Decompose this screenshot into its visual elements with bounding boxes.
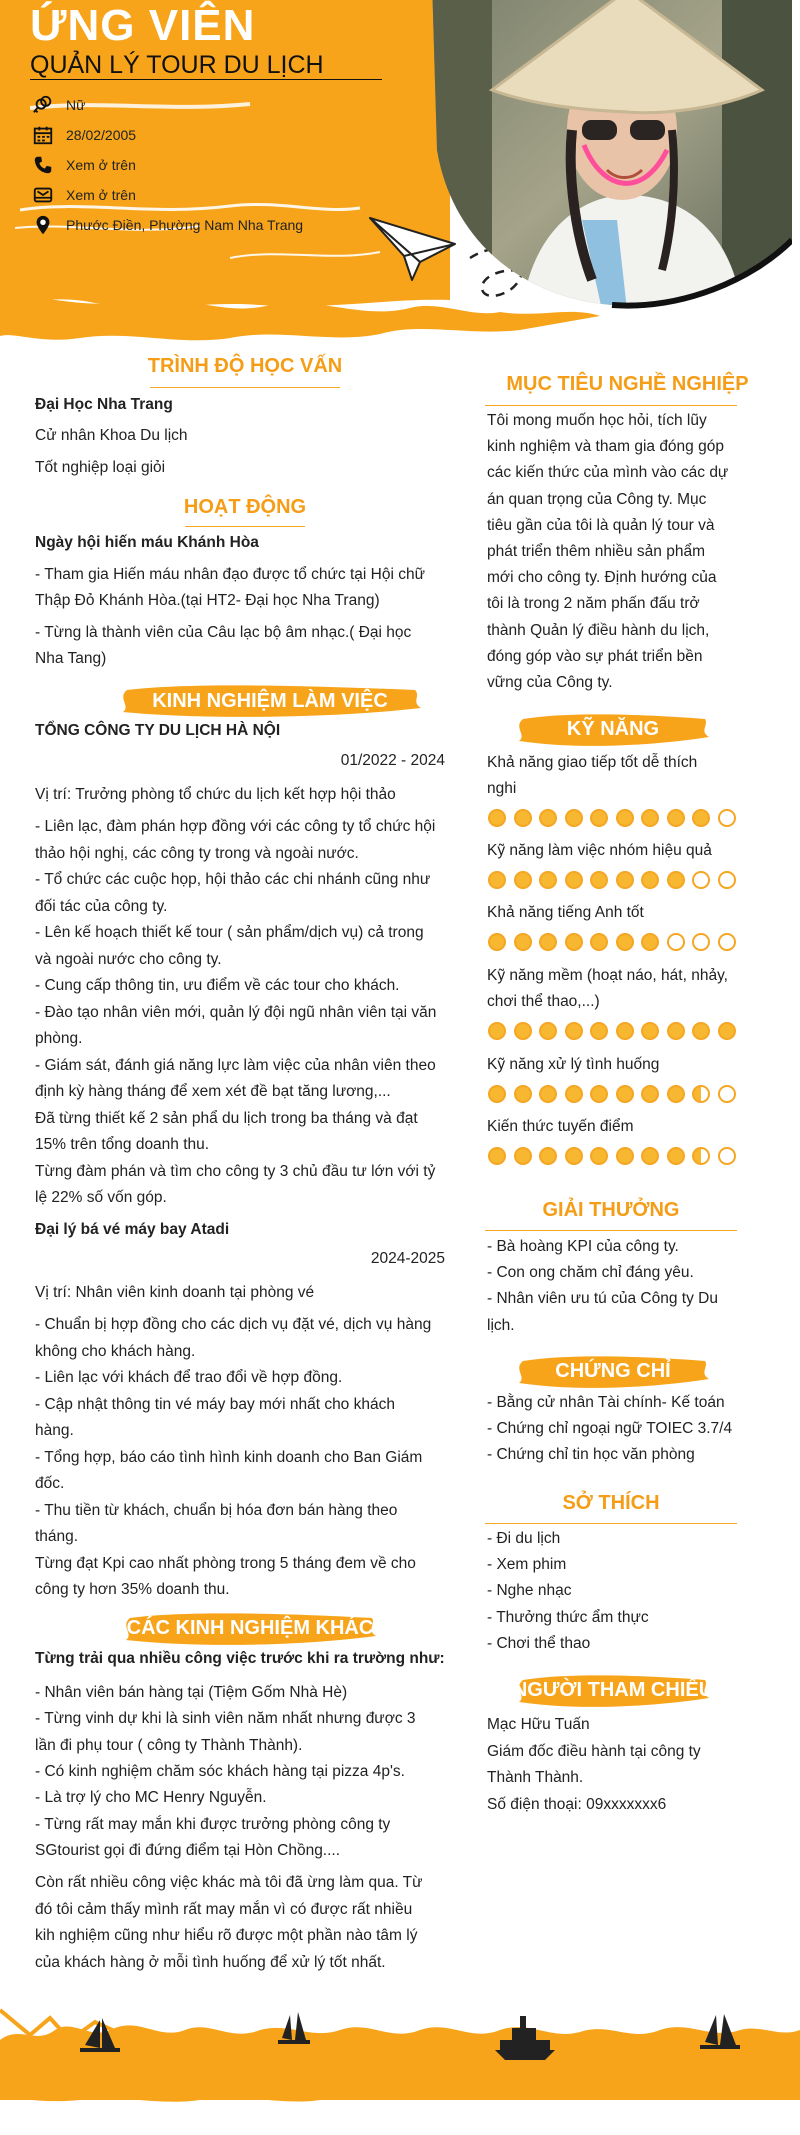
text-line: lệ 22% số vốn góp.	[35, 1189, 167, 1206]
text-line: - Cung cấp thông tin, ưu điểm về các tour cho khách.	[35, 977, 400, 994]
rating-dot	[641, 871, 659, 889]
rating-dot	[565, 1085, 583, 1103]
skill-label: nghi	[487, 780, 517, 797]
rating-dot	[667, 1085, 685, 1103]
education-title: TRÌNH ĐỘ HỌC VẤN	[147, 355, 343, 377]
job-date: 01/2022 - 2024	[340, 752, 445, 769]
text-line: - Thưởng thức ẩm thực	[487, 1608, 649, 1626]
location-pin-icon	[32, 214, 54, 236]
skill-label: Kiến thức tuyến điểm	[487, 1118, 634, 1135]
job-company: Đại lý bá vé máy bay Atadi	[35, 1221, 230, 1238]
rating-dot	[692, 1147, 710, 1165]
text-line: - Từng rất may mắn khi được trưởng phòng công ty	[35, 1815, 391, 1833]
objective-title: MỤC TIÊU NGHỀ NGHIỆP	[506, 373, 749, 395]
hobbies-title: SỞ THÍCH	[562, 1492, 660, 1514]
rating-dot	[616, 1147, 634, 1165]
education-grade: Tốt nghiệp loại giỏi	[35, 459, 166, 476]
rating-dot	[539, 809, 557, 827]
rating-dot	[565, 933, 583, 951]
rating-dot	[514, 1147, 532, 1165]
skill-label: Kỹ năng xử lý tình huống	[487, 1056, 660, 1073]
skill-label: Khả năng giao tiếp tốt dễ thích	[487, 754, 698, 771]
text-line: - Có kinh nghiệm chăm sóc khách hàng tại pizza 4p's.	[35, 1762, 405, 1780]
text-line: - Liên lạc, đàm phán hợp đồng với các công ty tổ chức hội	[35, 818, 436, 835]
info-address-text: Phước Điền, Phường Nam Nha Trang	[66, 217, 304, 233]
text-line: lần đi phụ tour ( công ty Thành Thành).	[35, 1736, 303, 1754]
footer-orange-background	[0, 2000, 800, 2135]
text-line: - Chứng chỉ ngoại ngữ TOIEC 3.7/4	[487, 1420, 733, 1438]
rating-dot	[641, 1085, 659, 1103]
reference-title: NGƯỜI THAM CHIẾU	[512, 1679, 714, 1701]
email-icon	[32, 184, 54, 206]
text-line: - Chứng chỉ tin học văn phòng	[487, 1446, 695, 1464]
rating-dot	[590, 809, 608, 827]
experience-title: KINH NGHIỆM LÀM VIỆC	[152, 690, 388, 712]
rating-dot	[565, 809, 583, 827]
text-line: - Thu tiền từ khách, chuẩn bị hóa đơn bán hàng theo	[35, 1501, 398, 1519]
text-line: - Đi du lịch	[487, 1530, 561, 1547]
text-line: không cho khách hàng.	[35, 1342, 196, 1360]
info-gender-text: Nữ	[66, 97, 86, 113]
rating-dot	[718, 871, 736, 889]
rating-dot	[514, 1085, 532, 1103]
education-underline	[150, 387, 340, 388]
text-line: Thành Thành.	[487, 1769, 584, 1786]
job-date: 2024-2025	[370, 1250, 445, 1267]
job-company: TỔNG CÔNG TY DU LỊCH HÀ NỘI	[35, 722, 281, 739]
awards-title: GIẢI THƯỞNG	[542, 1199, 680, 1221]
text-line: Còn rất nhiều công việc khác mà tôi đã ừng làm qua. Từ	[35, 1874, 423, 1891]
text-line: - Cập nhật thông tin vé máy bay mới nhất cho khách	[35, 1395, 395, 1413]
skill-rating	[488, 1022, 736, 1040]
rating-dot	[539, 1147, 557, 1165]
rating-dot	[514, 1022, 532, 1040]
skill-rating	[488, 809, 736, 827]
text-line: Mạc Hữu Tuấn	[487, 1716, 590, 1733]
text-line: mới cho công ty. Định hướng của	[487, 569, 717, 587]
rating-dot	[692, 809, 710, 827]
text-line: - Đào tạo nhân viên mới, quản lý đội ngũ nhân viên tại văn	[35, 1003, 437, 1021]
rating-dot	[718, 1085, 736, 1103]
rating-dot	[539, 871, 557, 889]
info-phone	[32, 152, 136, 178]
rating-dot	[590, 1085, 608, 1103]
candidate-photo	[432, 0, 792, 310]
text-line: tháng.	[35, 1528, 79, 1545]
text-line: 15% trên tổng doanh thu.	[35, 1136, 210, 1153]
text-line: phát triển thêm nhiều sản phẩm	[487, 543, 705, 560]
info-address	[32, 212, 303, 238]
text-line: SGtourist gọi đi đứng điểm tại Hòn Chồng....	[35, 1841, 341, 1859]
text-line: đó tôi cảm thấy mình rất may mắn vì có được rất nhiều	[35, 1900, 413, 1918]
calendar-icon	[32, 124, 54, 146]
text-line: - Nhân viên ưu tú của Công ty Du	[487, 1290, 718, 1308]
rating-dot	[616, 871, 634, 889]
rating-dot	[488, 871, 506, 889]
text-line: - Tổ chức các cuộc họp, hội thảo các chi nhánh cũng như	[35, 871, 431, 888]
text-line: - Con ong chăm chỉ đáng yêu.	[487, 1264, 694, 1282]
skill-label: Khả năng tiếng Anh tốt	[487, 904, 644, 921]
skill-rating	[488, 1085, 736, 1103]
job-position: QUẢN LÝ TOUR DU LỊCH	[30, 51, 324, 79]
rating-dot	[488, 1147, 506, 1165]
other-experience-title: CÁC KINH NGHIỆM KHÁC	[126, 1617, 374, 1639]
info-gender	[32, 92, 85, 118]
text-line: - Giám sát, đánh giá năng lực làm việc của nhân viên theo	[35, 1056, 436, 1074]
skill-label: Kỹ năng mềm (hoạt náo, hát, nhảy,	[487, 967, 728, 984]
rating-dot	[565, 1147, 583, 1165]
other-experience-intro: Từng trải qua nhiều công việc trước khi ra trường như:	[35, 1650, 445, 1667]
rating-dot	[565, 871, 583, 889]
education-school: Đại Học Nha Trang	[35, 396, 173, 413]
skill-rating	[488, 933, 736, 951]
rating-dot	[616, 933, 634, 951]
rating-dot	[641, 1147, 659, 1165]
rating-dot	[590, 1147, 608, 1165]
text-line: Giám đốc điều hành tại công ty	[487, 1742, 701, 1760]
rating-dot	[514, 933, 532, 951]
rating-dot	[488, 1085, 506, 1103]
rating-dot	[590, 933, 608, 951]
skill-label: chơi thể thao,...)	[487, 993, 600, 1010]
info-email	[32, 182, 136, 208]
text-line: - Xem phim	[487, 1556, 567, 1574]
rating-dot	[667, 1022, 685, 1040]
text-line: - Bằng cử nhân Tài chính- Kế toán	[487, 1394, 725, 1411]
text-line: - Chuẩn bị hợp đồng cho các dịch vụ đặt vé, dịch vụ hàng	[35, 1316, 432, 1333]
text-line: án quan trọng của Công ty. Mục	[487, 490, 707, 508]
rating-dot	[667, 871, 685, 889]
activities-underline	[185, 526, 305, 527]
text-line: định kỳ hàng tháng để xem xét đề bạt tăng lương,...	[35, 1083, 391, 1100]
text-line: Tôi mong muốn học hỏi, tích lũy	[487, 412, 707, 429]
text-line: - Nhân viên bán hàng tại (Tiệm Gốm Nhà Hè)	[35, 1684, 348, 1701]
hobbies-underline	[485, 1523, 737, 1524]
job-role: Vị trí: Trưởng phòng tổ chức du lịch kết hợp hội thảo	[35, 786, 396, 803]
rating-dot	[539, 1085, 557, 1103]
text-line: lịch.	[487, 1316, 515, 1334]
rating-dot	[565, 1022, 583, 1040]
text-line: - Từng vinh dự khi là sinh viên năm nhất nhưng được 3	[35, 1710, 416, 1728]
text-line: Đã từng thiết kế 2 sản phẩ du lịch trong ba tháng và đạt	[35, 1109, 418, 1127]
activities-line: - Tham gia Hiến máu nhân đạo được tổ chức tại Hội chữ	[35, 566, 425, 583]
phone-icon	[32, 154, 54, 176]
text-line: Từng đàm phán và tìm cho công ty 3 chủ đầu tư lớn với tỷ	[35, 1162, 436, 1180]
rating-dot	[641, 1022, 659, 1040]
rating-dot	[667, 933, 685, 951]
info-phone-text: Xem ở trên	[66, 157, 136, 173]
rating-dot	[641, 933, 659, 951]
rating-dot	[692, 933, 710, 951]
rating-dot	[718, 809, 736, 827]
text-line: thành Quản lý điều hành du lịch,	[487, 621, 710, 639]
rating-dot	[692, 1085, 710, 1103]
text-line: đóng góp vào sự phát triển bền	[487, 647, 703, 665]
text-line: - Bà hoàng KPI của công ty.	[487, 1238, 679, 1255]
text-line: - Liên lạc với khách để trao đổi về hợp đồng.	[35, 1369, 343, 1386]
text-line: Từng đạt Kpi cao nhất phòng trong 5 tháng đem về cho	[35, 1554, 416, 1572]
rating-dot	[692, 871, 710, 889]
rating-dot	[667, 1147, 685, 1165]
rating-dot	[488, 1022, 506, 1040]
text-line: Số điện thoại: 09xxxxxxx6	[487, 1795, 667, 1813]
rating-dot	[590, 871, 608, 889]
text-line: của khách hàng ở mỗi tình huống để xử lý tốt nhất.	[35, 1953, 386, 1971]
text-line: công ty hơn 35% doanh thu.	[35, 1581, 230, 1598]
title-divider	[30, 79, 382, 80]
activities-event: Ngày hội hiến máu Khánh Hòa	[35, 534, 259, 551]
rating-dot	[616, 1022, 634, 1040]
certificates-title: CHỨNG CHỈ	[555, 1360, 671, 1382]
text-line: phòng.	[35, 1030, 83, 1047]
skill-rating	[488, 1147, 736, 1165]
awards-underline	[485, 1230, 737, 1231]
text-line: thảo hội nghị, các công ty trong và ngoài nước.	[35, 844, 359, 862]
activities-line: Nha Tang)	[35, 650, 107, 667]
rating-dot	[667, 809, 685, 827]
rating-dot	[488, 933, 506, 951]
rating-dot	[590, 1022, 608, 1040]
info-birthdate	[32, 122, 136, 148]
text-line: - Tổng hợp, báo cáo tình hình kinh doanh cho Ban Giám	[35, 1448, 423, 1466]
text-line: - Lên kế hoạch thiết kế tour ( sản phẩm/dịch vụ) cả trong	[35, 924, 424, 941]
text-line: - Nghe nhạc	[487, 1582, 572, 1600]
text-line: kinh nghiệm và tham gia đóng góp	[487, 438, 724, 456]
rating-dot	[488, 809, 506, 827]
text-line: đối tác của công ty.	[35, 897, 168, 915]
activities-title: HOẠT ĐỘNG	[183, 496, 307, 518]
text-line: tiêu gần của tôi là quản lý tour và	[487, 516, 715, 534]
rating-dot	[641, 809, 659, 827]
rating-dot	[539, 933, 557, 951]
rating-dot	[718, 1022, 736, 1040]
text-line: hàng.	[35, 1422, 74, 1439]
text-line: các kiến thức của mình vào các dự	[487, 464, 729, 482]
rating-dot	[514, 809, 532, 827]
gender-icon	[32, 94, 54, 116]
education-degree: Cử nhân Khoa Du lịch	[35, 427, 188, 444]
activities-line: Thập Đỏ Khánh Hòa.(tại HT2- Đại học Nha Trang)	[35, 592, 380, 609]
skills-title: KỸ NĂNG	[566, 718, 660, 740]
text-line: tôi là trong 2 năm phấn đấu trở	[487, 595, 700, 613]
cv-title: ỨNG VIÊN	[30, 1, 256, 50]
job-role: Vị trí: Nhân viên kinh doanh tại phòng vé	[35, 1284, 315, 1301]
activities-line: - Từng là thành viên của Câu lạc bộ âm nhạc.( Đại học	[35, 624, 412, 641]
objective-underline	[485, 405, 737, 406]
rating-dot	[539, 1022, 557, 1040]
rating-dot	[616, 809, 634, 827]
rating-dot	[616, 1085, 634, 1103]
text-line: đốc.	[35, 1475, 65, 1492]
text-line: vững của Công ty.	[487, 674, 613, 691]
rating-dot	[514, 871, 532, 889]
rating-dot	[718, 933, 736, 951]
text-line: và ngoài nước cho công ty.	[35, 950, 222, 968]
rating-dot	[692, 1022, 710, 1040]
text-line: - Chơi thể thao	[487, 1634, 591, 1652]
info-email-text: Xem ở trên	[66, 187, 136, 203]
text-line: - Là trợ lý cho MC Henry Nguyễn.	[35, 1789, 267, 1807]
skill-rating	[488, 871, 736, 889]
skill-label: Kỹ năng làm việc nhóm hiệu quả	[487, 842, 712, 859]
text-line: kih nghiệm cũng như hiểu rõ được một phần nào tâm lý	[35, 1927, 418, 1944]
info-birthdate-text: 28/02/2005	[66, 127, 137, 143]
rating-dot	[718, 1147, 736, 1165]
